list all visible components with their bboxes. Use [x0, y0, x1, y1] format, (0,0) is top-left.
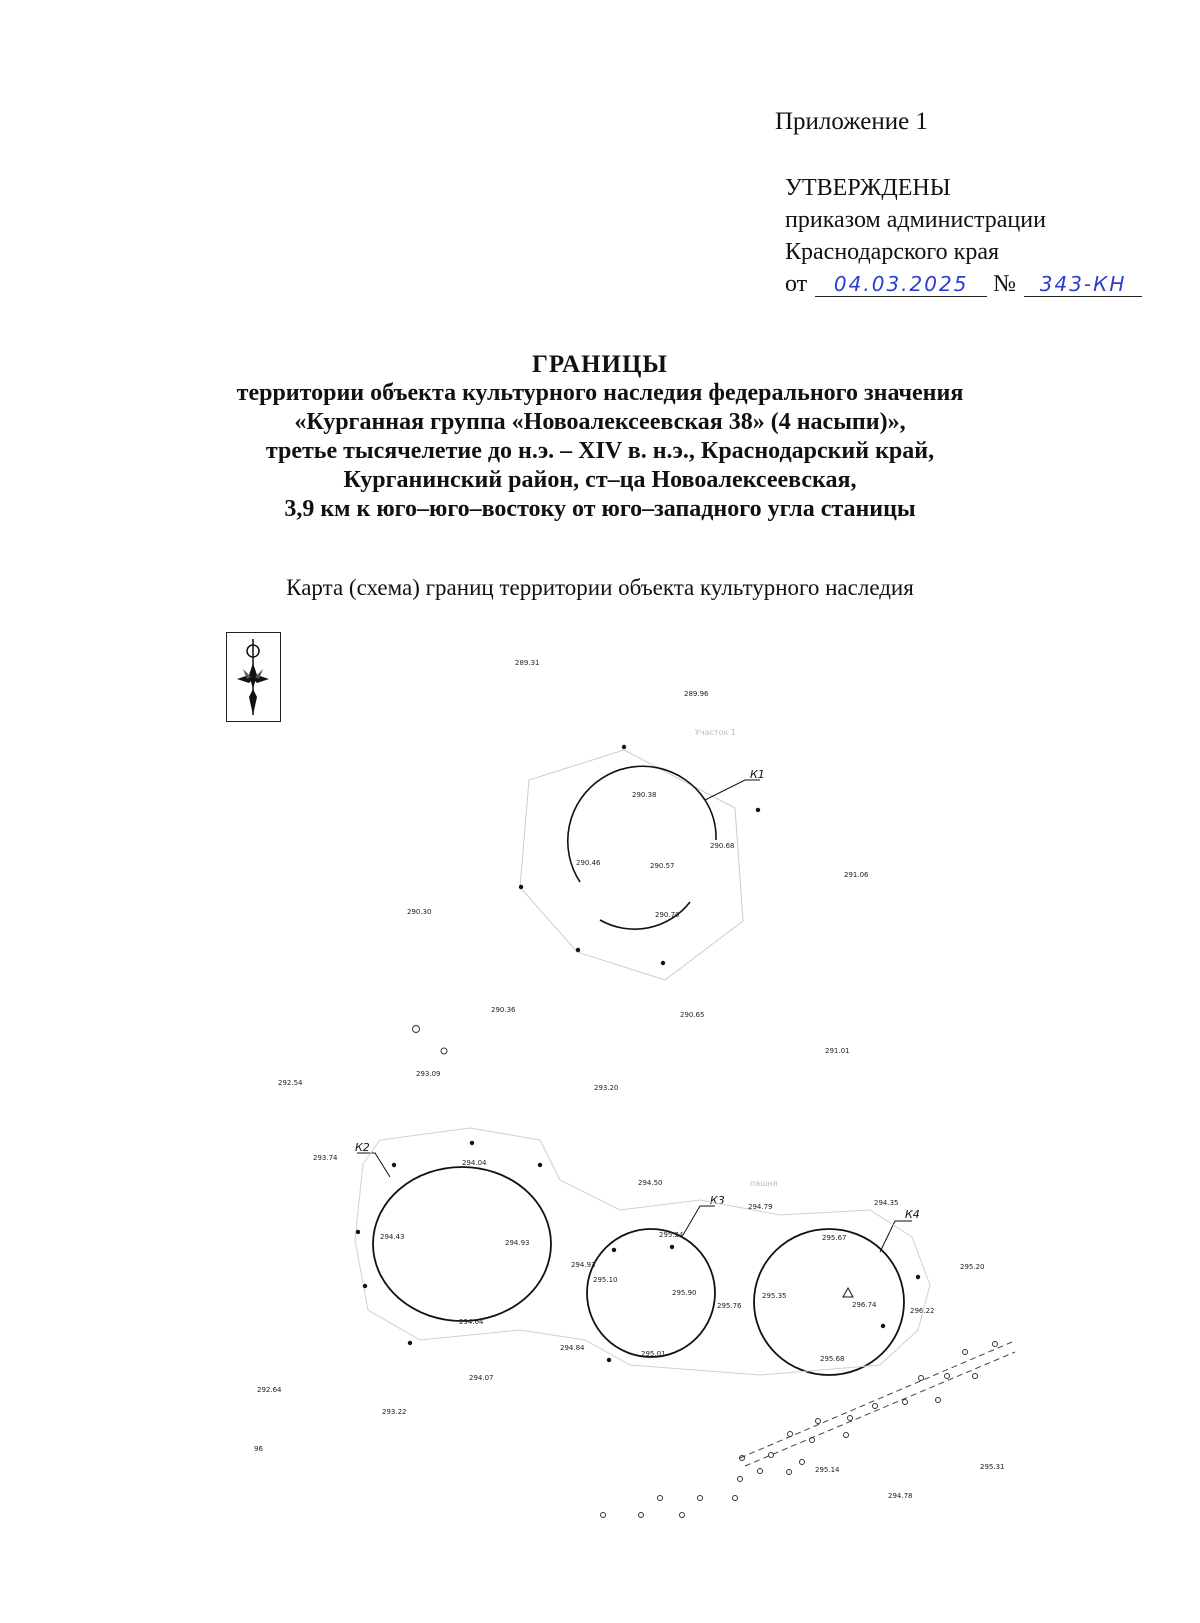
- spot-elevation: 295.31: [980, 1463, 1005, 1471]
- k1-mound-outline-right: [705, 800, 716, 840]
- spot-elevation: 96: [254, 1445, 263, 1453]
- heading-line-1: территории объекта культурного наследия федерального значения: [236, 380, 964, 406]
- k4-edge-elevation: 295.68: [820, 1355, 845, 1363]
- spot-elevation: 291.01: [825, 1047, 850, 1055]
- k3-edge-elevation: 295.76: [717, 1302, 742, 1310]
- boundary-map: [0, 640, 1200, 1525]
- spot-elevation: 295.20: [960, 1263, 985, 1271]
- spot-elevation: 293.20: [594, 1084, 619, 1092]
- spot-elevation: 289.31: [515, 659, 540, 667]
- appendix-label: Приложение 1: [775, 108, 928, 135]
- k4-edge-elevation: 295.67: [822, 1234, 847, 1242]
- order-date-number-line: [785, 268, 1142, 300]
- road-line: [745, 1352, 1015, 1466]
- k3-label: К3: [710, 1194, 725, 1207]
- k1-edge-elevation: 290.68: [710, 842, 735, 850]
- spot-elevation: 293.09: [416, 1070, 441, 1078]
- heading-title: ГРАНИЦЫ: [532, 351, 668, 378]
- map-caption: Карта (схема) границ территории объекта культурного наследия: [286, 575, 914, 600]
- spot-elevation: 290.30: [407, 908, 432, 916]
- spot-elevation: 294.84: [560, 1344, 585, 1352]
- k4-edge-elevation: 296.22: [910, 1307, 935, 1315]
- field-label: пашня: [750, 1179, 778, 1188]
- heading-line-2: «Курганная группа «Новоалексеевская 38» (4 насыпи)»,: [294, 409, 906, 435]
- k4-leader-line: [880, 1221, 912, 1252]
- date-prefix: от: [785, 271, 808, 297]
- k3-leader-line: [683, 1206, 715, 1235]
- spot-elevation: 290.36: [491, 1006, 516, 1014]
- k3-edge-elevation: 295.01: [641, 1350, 666, 1358]
- k1-edge-elevation: 290.70: [655, 911, 680, 919]
- spot-elevation: 294.07: [469, 1374, 494, 1382]
- spot-elevation: 294.35: [874, 1199, 899, 1207]
- order-date: 04.03.2025: [815, 272, 987, 297]
- spot-elevation: 292.64: [257, 1386, 282, 1394]
- geodetic-point-icon: [843, 1288, 853, 1297]
- k3-center-elevation: 295.90: [672, 1289, 697, 1297]
- map-canvas: [0, 640, 1200, 1520]
- number-prefix: №: [993, 271, 1017, 297]
- spot-elevation: 290.65: [680, 1011, 705, 1019]
- k3-edge-elevation: 295.10: [593, 1276, 618, 1284]
- k2-label: К2: [355, 1141, 370, 1154]
- spot-elevation: 291.06: [844, 871, 869, 879]
- k1-boundary-line: [520, 750, 743, 980]
- k2-k4-boundary-line: [355, 1128, 930, 1375]
- k2-edge-elevation: 294.64: [459, 1318, 484, 1326]
- k4-label: К4: [905, 1208, 920, 1221]
- heading-line-3: третье тысячелетие до н.э. – XIV в. н.э., Краснодарский край,: [265, 438, 935, 464]
- order-number: 343-КН: [1024, 272, 1142, 297]
- approved-title: УТВЕРЖДЕНЫ: [785, 175, 951, 201]
- k3-edge-elevation: 295.24: [659, 1231, 684, 1239]
- k2-center-elevation: 294.93: [505, 1239, 530, 1247]
- parcel-label: Участок 1: [695, 728, 736, 737]
- approval-block: [785, 172, 1142, 300]
- k1-edge-elevation: 290.46: [576, 859, 601, 867]
- approved-region-line: Краснодарского края: [785, 239, 1000, 265]
- spot-elevation: 294.79: [748, 1203, 773, 1211]
- heading-line-4: Курганинский район, ст–ца Новоалексеевская,: [343, 467, 857, 493]
- document-heading: [100, 350, 1100, 524]
- spot-elevation: 294.50: [638, 1179, 663, 1187]
- heading-line-5: 3,9 км к юго–юго–востоку от юго–западного угла станицы: [284, 496, 916, 522]
- spot-elevation: 295.14: [815, 1466, 840, 1474]
- k1-edge-elevation: 290.38: [632, 791, 657, 799]
- spot-elevation: 294.78: [888, 1492, 913, 1500]
- spot-elevation: 292.54: [278, 1079, 303, 1087]
- k4-center-elevation: 296.74: [852, 1301, 877, 1309]
- bush-symbols: [413, 1026, 998, 1518]
- k2-edge-elevation: 294.43: [380, 1233, 405, 1241]
- spot-elevation: 293.22: [382, 1408, 407, 1416]
- k1-center-elevation: 290.57: [650, 862, 675, 870]
- approved-order-line: приказом администрации: [785, 207, 1046, 233]
- k4-edge-elevation: 295.35: [762, 1292, 787, 1300]
- spot-elevation: 293.74: [313, 1154, 338, 1162]
- spot-elevation: 289.96: [684, 690, 709, 698]
- k2-edge-elevation: 294.93: [571, 1261, 596, 1269]
- k1-label: К1: [750, 768, 765, 781]
- k4-mound-outline: [754, 1229, 904, 1375]
- k2-edge-elevation: 294.04: [462, 1159, 487, 1167]
